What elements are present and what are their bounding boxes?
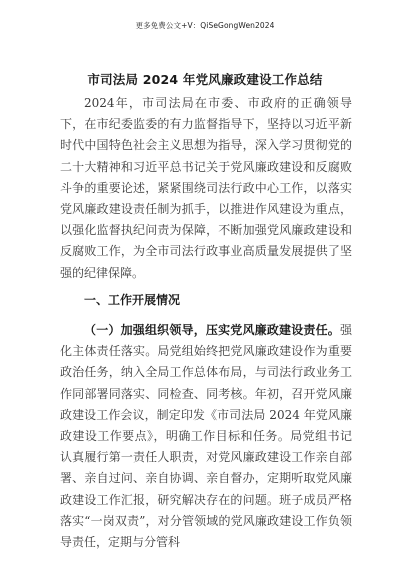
- section-heading: 一、工作开展情况: [84, 293, 181, 307]
- section-body-text: 强化主体责任落实。局党组始终把党风廉政建设作为重要政治任务，纳入全局工作总体布局，与司法行政业务工作同部署同落实、同检查、同考核。年初，召开党风廉政建设工作会议，制定印发《市司法局 2024 年党风廉政建设工作要点》，明确工作目标和任务。局党组书记认真履行第一责任人职责，对党风廉政建设工作亲自部署、亲自过问、亲自协调、亲自督办，定期听取党风廉政建设工作汇报，研究解决存在的问题。班子成员严格落实“一岗双责”，对分管领域的党风廉政建设工作负领导责任，定期与分管科: [60, 323, 352, 550]
- intro-paragraph: 2024年，市司法局在市委、市政府的正确领导下，在市纪委监委的有力监督指导下，坚持以习近平新时代中国特色社会主义思想为指导，深入学习贯彻党的二十大精神和习近平总书记关于党风廉政建设和反腐败斗争的重要论述，紧紧围绕司法行政中心工作，以落实党风廉政建设责任制为抓手，以推进作风建设为重点，以强化监督执纪问责为保障，不断加强党风廉政建设和反腐败工作，为全市司法行政事业高质量发展提供了坚强的纪律保障。: [60, 96, 352, 280]
- header-note: 更多免费公文+V：QiSeGongWen2024: [135, 21, 275, 30]
- section-lead: （一）加强组织领导，压实党风廉政建设责任。: [84, 323, 340, 337]
- section-paragraph: [60, 320, 352, 553]
- document-title: 市司法局 2024 年党风廉政建设工作总结: [87, 72, 323, 87]
